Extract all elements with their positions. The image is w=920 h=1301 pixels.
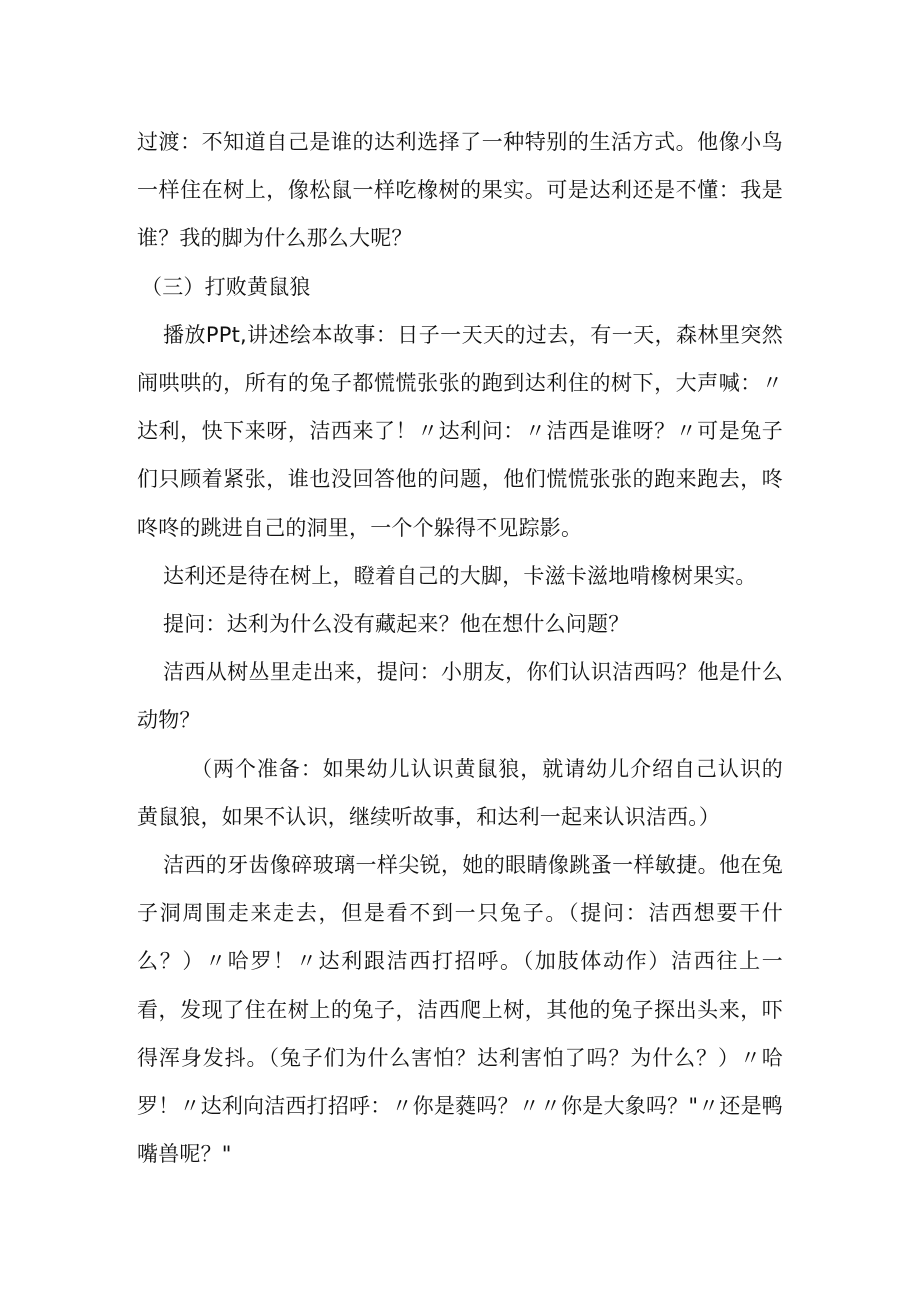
section-heading-3: （三）打败黄鼠狼 xyxy=(141,274,311,299)
paragraph-story-4: 洁西的牙齿像碎玻璃一样尖锐，她的眼睛像跳蚤一样敏捷。他在兔子洞周围走来走去，但是看不到一只兔子。（提问：洁西想要干什么？）〃哈罗！〃达利跟洁西打招呼。（加肢体动作）洁西往上一看，发现了住在树上的兔子，洁西爬上树，其他的兔子探出头来，吓得浑身发抖。（兔子们为什么害怕？达利害怕了吗？为什么？）〃哈罗！〃达利向洁西打招呼：〃你是蕤吗？〃〃你是大象吗？"〃还是鸭嘴兽呢？" xyxy=(137,853,783,1167)
paragraph-story-2: 达利还是待在树上，瞪着自己的大脚，卡滋卡滋地啃橡树果实。 xyxy=(163,563,757,588)
paragraph-note: （两个准备：如果幼儿认识黄鼠狼，就请幼儿介绍自己认识的黄鼠狼，如果不认识，继续听故事，和达利一起来认识洁西。） xyxy=(137,756,783,829)
paragraph-story-1: 播放PPt,讲述绘本故事：日子一天天的过去，有一天，森林里突然闹哄哄的，所有的兔子都慌慌张张的跑到达利住的树下，大声喊：〃达利，快下来呀，洁西来了！〃达利问：〃洁西是谁呀？〃可是兔子们只顾着紧张，谁也没回答他的问题，他们慌慌张张的跑来跑去，咚咚咚的跳进自己的洞里，一个个躲得不见踪影。 xyxy=(137,322,783,540)
paragraph-question-1: 提问：达利为什么没有藏起来？他在想什么问题？ xyxy=(163,612,630,637)
paragraph-transition: 过渡：不知道自己是谁的达利选择了一种特别的生活方式。他像小鸟一样住在树上，像松鼠一样吃橡树的果实。可是达利还是不懂：我是谁？我的脚为什么那么大呢？ xyxy=(137,130,783,251)
paragraph-story-3: 洁西从树丛里走出来，提问：小朋友，你们认识洁西吗？他是什么动物？ xyxy=(137,660,783,733)
